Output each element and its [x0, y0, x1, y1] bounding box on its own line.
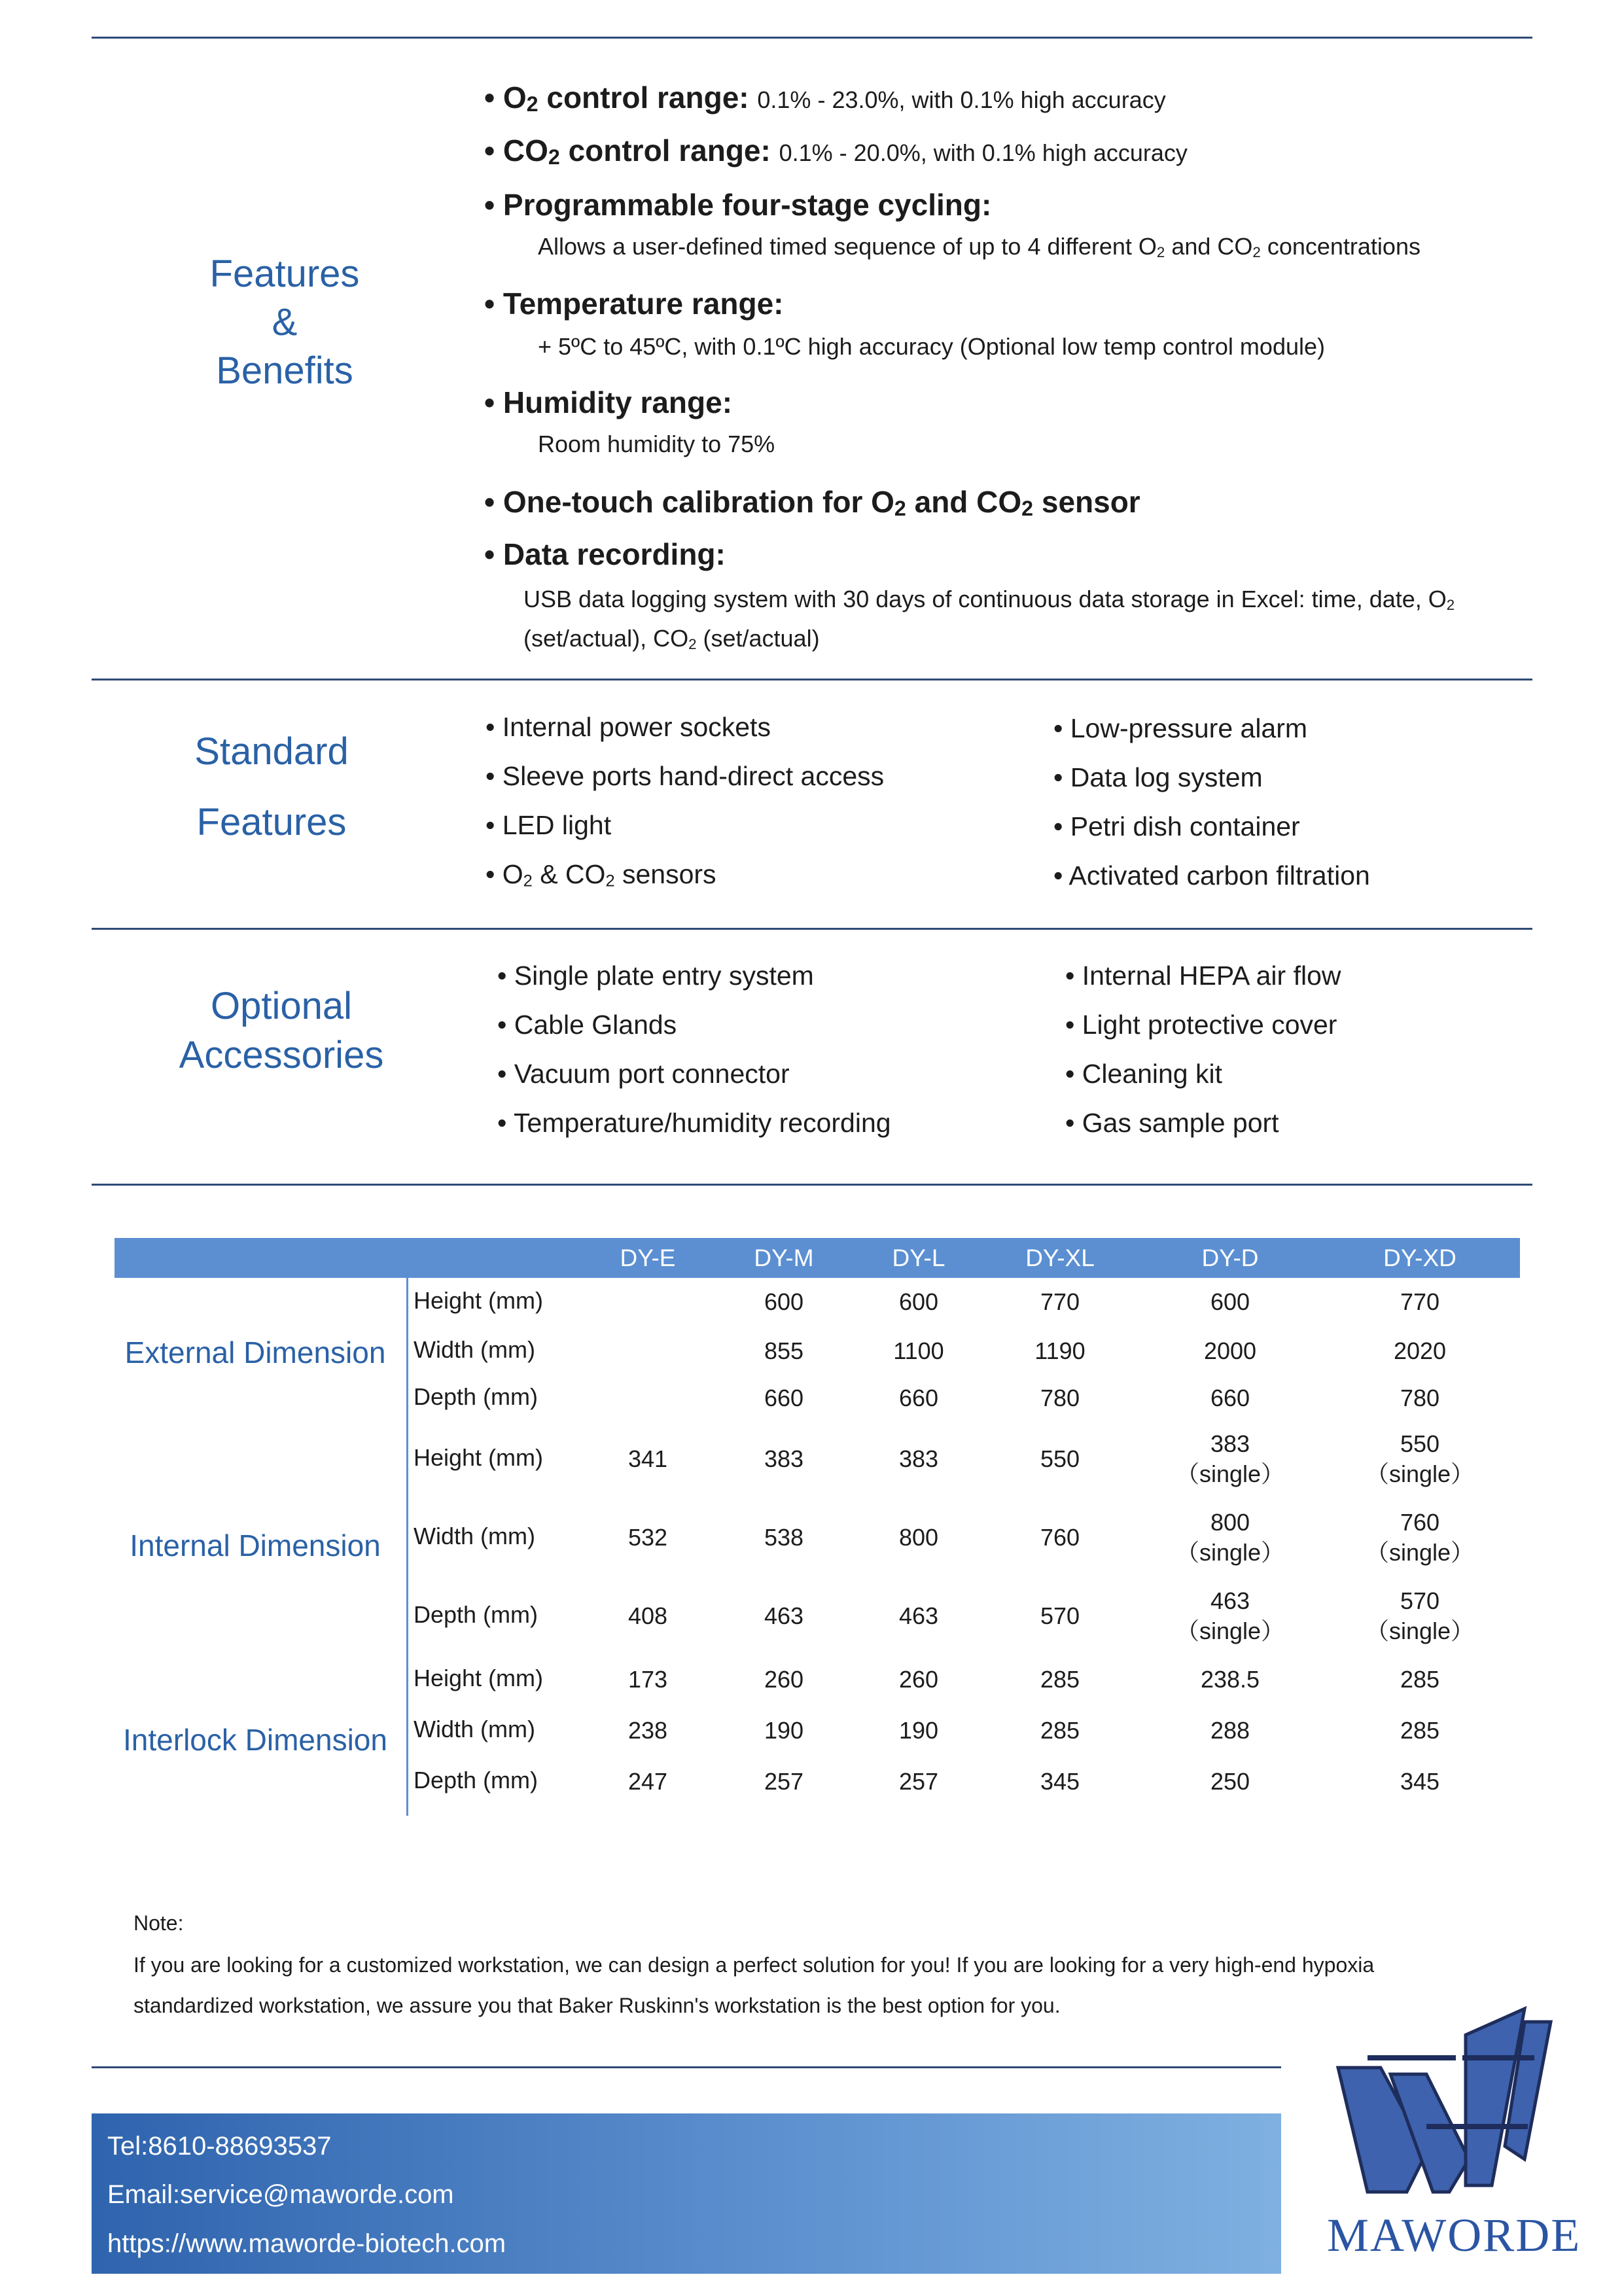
table-cell: 345	[1040, 1768, 1080, 1795]
row-label: Height (mm)	[414, 1287, 544, 1314]
table-divider	[406, 1278, 408, 1816]
table-cell: 800	[898, 1524, 939, 1551]
table-cell: 550	[1040, 1445, 1080, 1472]
feature-cycling-desc: Allows a user-defined timed sequence of up to 4 different $O_2$ and $CO_2$ concentrations	[538, 233, 1421, 261]
column-header: DY-E	[620, 1245, 676, 1271]
contact-email: Email:service@maworde.com	[107, 2180, 454, 2209]
divider-footer	[92, 2066, 1281, 2068]
contact-website[interactable]: https://www.maworde-biotech.com	[107, 2229, 506, 2258]
table-cell: 260	[898, 1666, 939, 1693]
maworde-logo-icon	[1328, 1996, 1577, 2205]
row-label: Height (mm)	[414, 1444, 544, 1471]
table-cell: 600	[1210, 1288, 1250, 1315]
optional-item: • Light protective cover	[1065, 1010, 1337, 1040]
feature-calibration: • One-touch calibration for O2 and CO2 sensor	[484, 485, 1140, 520]
table-cell: 383 （single）	[1175, 1430, 1285, 1487]
row-label: Height (mm)	[414, 1665, 544, 1691]
standard-item: • Sleeve ports hand-direct access	[485, 761, 885, 791]
feature-co2-range: • CO2 control range: 0.1% - 20.0%, with 0.1% high accuracy	[484, 133, 1188, 169]
standard-item: • Activated carbon filtration	[1053, 860, 1370, 891]
column-header: DY-L	[892, 1245, 945, 1271]
row-label: Depth (mm)	[414, 1383, 538, 1410]
group-internal: Internal Dimension	[130, 1528, 381, 1563]
table-cell: 2020	[1393, 1337, 1447, 1364]
optional-item: • Temperature/humidity recording	[497, 1108, 891, 1138]
optional-item: • Vacuum port connector	[497, 1059, 790, 1089]
table-cell: 383	[898, 1445, 939, 1472]
table-cell: 538	[764, 1524, 804, 1551]
table-cell: 238.5	[1200, 1666, 1260, 1693]
table-cell: 257	[898, 1768, 939, 1795]
row-label: Depth (mm)	[414, 1767, 538, 1793]
table-cell: 1100	[893, 1337, 944, 1364]
divider-features	[92, 679, 1532, 680]
table-cell: 760 （single）	[1365, 1509, 1475, 1566]
note-line: If you are looking for a customized workstation, we can design a perfect solution for you! If you are looking for a very high-end hypoxia	[133, 1953, 1375, 1977]
standard-item: • Low-pressure alarm	[1053, 713, 1308, 743]
feature-data-recording: • Data recording:	[484, 537, 726, 571]
optional-item: • Cleaning kit	[1065, 1059, 1222, 1089]
table-cell: 247	[627, 1768, 668, 1795]
table-cell: 570 （single）	[1365, 1587, 1475, 1644]
table-cell: 285	[1040, 1666, 1080, 1693]
feature-humidity: • Humidity range:	[484, 385, 733, 419]
row-label: Width (mm)	[414, 1716, 535, 1742]
row-label: Width (mm)	[414, 1336, 535, 1363]
note-line: standardized workstation, we assure you that Baker Ruskinn's workstation is the best option for you.	[133, 1994, 1061, 2017]
table-cell: 1190	[1034, 1337, 1086, 1364]
table-cell: 383	[764, 1445, 804, 1472]
logo-text: MAWORDE	[1327, 2209, 1581, 2261]
table-cell: 257	[764, 1768, 804, 1795]
optional-item: • Cable Glands	[497, 1010, 677, 1040]
table-cell: 463 （single）	[1175, 1587, 1285, 1644]
table-cell: 600	[898, 1288, 939, 1315]
table-cell: 190	[764, 1717, 804, 1744]
standard-item: • Petri dish container	[1053, 811, 1300, 841]
table-cell: 2000	[1203, 1337, 1257, 1364]
group-external: External Dimension	[124, 1335, 386, 1369]
row-label: Width (mm)	[414, 1523, 535, 1549]
column-header: DY-XL	[1025, 1245, 1095, 1271]
table-cell: 780	[1400, 1385, 1440, 1411]
feature-temperature: • Temperature range:	[484, 287, 784, 321]
row-label: Depth (mm)	[414, 1601, 538, 1628]
table-cell: 570	[1040, 1602, 1080, 1629]
column-header: DY-M	[754, 1245, 814, 1271]
table-cell: 238	[627, 1717, 668, 1744]
table-cell: 770	[1400, 1288, 1440, 1315]
contact-tel: Tel:8610-88693537	[107, 2132, 332, 2161]
optional-item: • Gas sample port	[1065, 1108, 1279, 1138]
table-cell: 770	[1040, 1288, 1080, 1315]
group-interlock: Interlock Dimension	[123, 1723, 387, 1757]
table-cell: 855	[764, 1337, 804, 1364]
table-cell: 463	[898, 1602, 939, 1629]
table-cell: 550 （single）	[1365, 1430, 1475, 1487]
feature-data-recording-desc: USB data logging system with 30 days of continuous data storage in Excel: time, date, $O_2$ (set/actual), $CO_2$ (set/actual)	[523, 586, 1455, 653]
feature-temperature-desc: + 5ºC to 45ºC, with 0.1ºC high accuracy (Optional low temp control module)	[538, 333, 1325, 360]
note-heading: Note:	[133, 1911, 184, 1935]
divider-top	[92, 37, 1532, 39]
table-cell: 780	[1040, 1385, 1080, 1411]
table-cell: 345	[1400, 1768, 1440, 1795]
standard-item: • LED light	[485, 810, 612, 840]
table-cell: 285	[1040, 1717, 1080, 1744]
column-header: DY-D	[1201, 1245, 1259, 1271]
table-cell: 408	[627, 1602, 668, 1629]
standard-item: • Internal power sockets	[485, 712, 771, 742]
table-cell: 285	[1400, 1717, 1440, 1744]
feature-humidity-desc: Room humidity to 75%	[538, 431, 775, 457]
table-cell: 600	[764, 1288, 804, 1315]
divider-optional	[92, 1184, 1532, 1186]
table-cell: 250	[1210, 1768, 1250, 1795]
table-cell: 260	[764, 1666, 804, 1693]
optional-item: • Internal HEPA air flow	[1065, 961, 1341, 991]
divider-standard	[92, 928, 1532, 930]
optional-title: Optional Accessories	[179, 985, 384, 1076]
table-cell: 173	[627, 1666, 668, 1693]
optional-item: • Single plate entry system	[497, 961, 814, 991]
table-cell: 341	[627, 1445, 668, 1472]
feature-cycling: • Programmable four-stage cycling:	[484, 188, 992, 222]
features-title: Features & Benefits	[209, 253, 360, 393]
table-cell: 532	[627, 1524, 668, 1551]
standard-item: • $O_2$ & $CO_2$ sensors	[485, 859, 716, 891]
table-cell: 760	[1040, 1524, 1080, 1551]
table-cell: 285	[1400, 1666, 1440, 1693]
table-cell: 800 （single）	[1175, 1509, 1285, 1566]
table-cell: 660	[764, 1385, 804, 1411]
table-cell: 463	[764, 1602, 804, 1629]
column-header: DY-XD	[1383, 1245, 1456, 1271]
table-cell: 288	[1210, 1717, 1250, 1744]
standard-item: • Data log system	[1053, 762, 1263, 792]
table-cell: 660	[898, 1385, 939, 1411]
standard-title: Standard Features	[194, 730, 349, 843]
table-cell: 660	[1210, 1385, 1250, 1411]
feature-o2-range: • O2 control range: 0.1% - 23.0%, with 0.1% high accuracy	[484, 80, 1166, 116]
table-cell: 190	[898, 1717, 939, 1744]
